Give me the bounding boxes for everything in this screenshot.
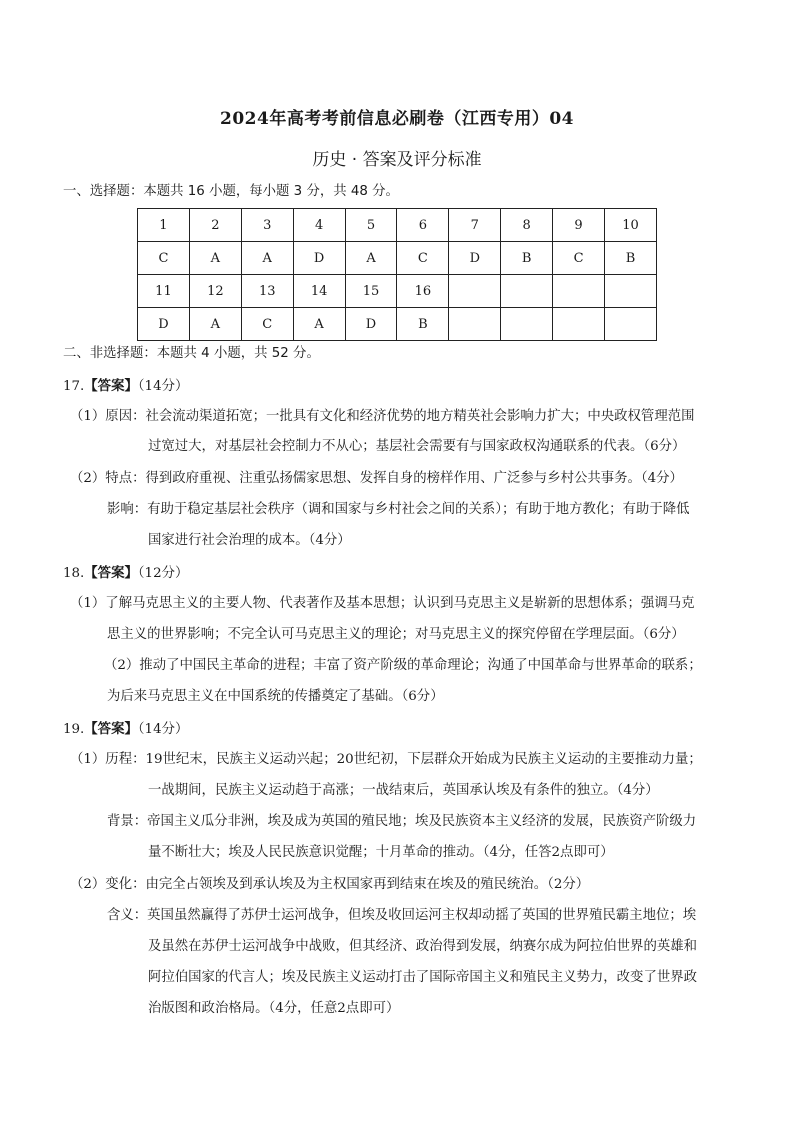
table-cell: D — [449, 242, 501, 275]
table-cell — [553, 308, 605, 341]
table-cell: 13 — [241, 275, 293, 308]
table-cell: 4 — [293, 209, 345, 242]
section2-heading: 二、非选择题：本题共 4 小题，共 52 分。 — [63, 346, 320, 361]
q19-part2-line: 含义：英国虽然赢得了苏伊士运河战争，但埃及收回运河主权却动摇了英国的世界殖民霸主地位；埃 — [107, 908, 697, 923]
q19-part2-line: 治版图和政治格局。（4分，任意2点即可） — [148, 1001, 400, 1016]
table-cell: 14 — [293, 275, 345, 308]
table-cell: 3 — [241, 209, 293, 242]
table-cell: D — [293, 242, 345, 275]
table-cell: 1 — [138, 209, 190, 242]
table-cell: A — [345, 242, 397, 275]
q19-answer-tag: 【答案】 — [84, 721, 138, 737]
table-cell: C — [138, 242, 190, 275]
q18-part2-line: （2）推动了中国民主革命的进程；丰富了资产阶级的革命理论；沟通了中国革命与世界革命的联系； — [104, 658, 702, 673]
q19-part1-line: 量不断壮大；埃及人民民族意识觉醒；十月革命的推动。（4分，任答2点即可） — [148, 845, 614, 860]
q17-part2-line: 国家进行社会治理的成本。（4分） — [148, 533, 351, 548]
table-cell: 12 — [189, 275, 241, 308]
table-cell: 6 — [397, 209, 449, 242]
table-row — [138, 308, 657, 341]
table-cell: C — [241, 308, 293, 341]
answer-table — [137, 208, 657, 341]
page-subtitle: 历史 · 答案及评分标准 — [312, 150, 482, 170]
table-cell: 9 — [553, 209, 605, 242]
q19-part1-line: 背景：帝国主义瓜分非洲，埃及成为英国的殖民地；埃及民族资本主义经济的发展，民族资产阶级力 — [107, 814, 697, 829]
q17-part1-line: （1）原因：社会流动渠道拓宽；一批具有文化和经济优势的地方精英社会影响力扩大；中央政权管理范围 — [70, 409, 695, 424]
page-title: 2024年高考考前信息必刷卷（江西专用）04 — [220, 109, 574, 129]
table-cell — [449, 308, 501, 341]
table-cell: A — [293, 308, 345, 341]
table-cell: 10 — [605, 209, 657, 242]
table-cell: A — [189, 242, 241, 275]
table-cell: 8 — [501, 209, 553, 242]
table-cell: C — [397, 242, 449, 275]
table-cell: 15 — [345, 275, 397, 308]
table-cell: 2 — [189, 209, 241, 242]
table-cell: D — [345, 308, 397, 341]
q17-answer-tag: 【答案】 — [84, 378, 138, 394]
table-cell: 16 — [397, 275, 449, 308]
q17-part2-line: （2）特点：得到政府重视、注重弘扬儒家思想、发挥自身的榜样作用、广泛参与乡村公共事务。（4分） — [70, 471, 683, 486]
table-cell: A — [189, 308, 241, 341]
q17-part1-line: 过宽过大，对基层社会控制力不从心；基层社会需要有与国家政权沟通联系的代表。（6分） — [148, 439, 686, 454]
q19-part2-line: （2）变化：由完全占领埃及到承认埃及为主权国家再到结束在埃及的殖民统治。（2分） — [70, 877, 590, 892]
q19-header — [63, 720, 188, 739]
q17-header — [63, 377, 188, 396]
q19-part2-line: 及虽然在苏伊士运河战争中战败，但其经济、政治得到发展，纳赛尔成为阿拉伯世界的英雄和 — [148, 939, 698, 954]
table-cell: C — [553, 242, 605, 275]
q19-part2-line: 阿拉伯国家的代言人；埃及民族主义运动打击了国际帝国主义和殖民主义势力，改变了世界政 — [148, 970, 698, 985]
q19-score: （14分） — [137, 722, 189, 737]
section1-heading: 一、选择题：本题共 16 小题，每小题 3 分，共 48 分。 — [63, 184, 399, 199]
q17-number: 17. — [63, 379, 85, 394]
table-cell: B — [501, 242, 553, 275]
table-row — [138, 275, 657, 308]
q19-number: 19. — [63, 722, 85, 737]
table-cell — [605, 308, 657, 341]
table-row — [138, 242, 657, 275]
table-cell: B — [397, 308, 449, 341]
q17-part2-line: 影响：有助于稳定基层社会秩序（调和国家与乡村社会之间的关系）；有助于地方教化；有助于降低 — [107, 502, 690, 517]
q18-score: （12分） — [137, 566, 189, 581]
q17-score: （14分） — [137, 379, 189, 394]
q18-number: 18. — [63, 566, 85, 581]
q18-part1-line: 思主义的世界影响；不完全认可马克思主义的理论；对马克思主义的探究停留在学理层面。（6分） — [107, 627, 685, 642]
q18-part1-line: （1）了解马克思主义的主要人物、代表著作及基本思想；认识到马克思主义是崭新的思想体系；强调马克 — [70, 596, 695, 611]
table-cell: A — [241, 242, 293, 275]
table-row — [138, 209, 657, 242]
table-cell: 5 — [345, 209, 397, 242]
table-cell — [553, 275, 605, 308]
table-cell: 11 — [138, 275, 190, 308]
q18-answer-tag: 【答案】 — [84, 565, 138, 581]
table-cell — [449, 275, 501, 308]
table-cell: B — [605, 242, 657, 275]
q19-part1-line: 一战期间，民族主义运动趋于高涨；一战结束后，英国承认埃及有条件的独立。（4分） — [148, 783, 659, 798]
q18-header — [63, 564, 188, 583]
table-cell — [501, 275, 553, 308]
table-cell — [605, 275, 657, 308]
table-cell — [501, 308, 553, 341]
q18-part2-line: 为后来马克思主义在中国系统的传播奠定了基础。（6分） — [107, 689, 444, 704]
table-cell: 7 — [449, 209, 501, 242]
table-cell: D — [138, 308, 190, 341]
q19-part1-line: （1）历程：19世纪末，民族主义运动兴起；20世纪初，下层群众开始成为民族主义运动的主要推动力量； — [70, 752, 702, 767]
